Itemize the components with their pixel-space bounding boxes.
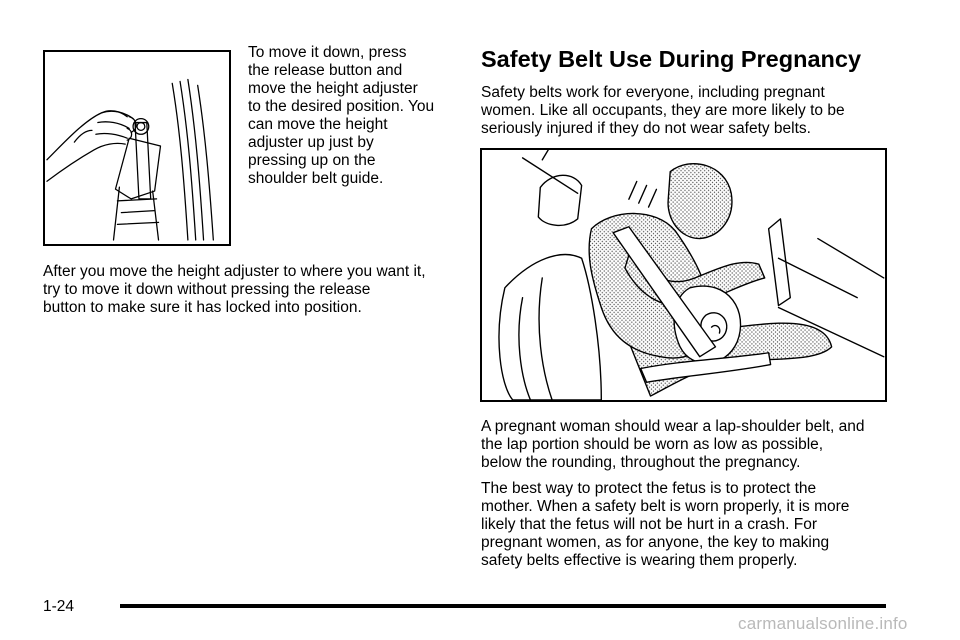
height-adjuster-drawing (45, 52, 229, 244)
pregnancy-paragraph-3: The best way to protect the fetus is to protect the mother. When a safety belt is worn properly, it is more likely that the fetus will not be hurt in a crash. For pregnant women, as for anyone, the key to making safety belts effective is wearing them properly. (481, 480, 850, 569)
pregnant-occupant-illustration (480, 148, 887, 402)
pregnant-occupant-drawing (482, 150, 885, 400)
pregnancy-paragraph-1: Safety belts work for everyone, including pregnant women. Like all occupants, they are more likely to be seriously injured if they do not wear safety belts. (481, 84, 845, 137)
page-number: 1-24 (43, 598, 75, 615)
site-watermark: carmanualsonline.info (738, 614, 908, 633)
section-heading: Safety Belt Use During Pregnancy (481, 46, 862, 72)
pregnancy-paragraph-2: A pregnant woman should wear a lap-shoulder belt, and the lap portion should be worn as low as possible, below the rounding, throughout the pregnancy. (481, 418, 865, 471)
adjuster-lock-check-text: After you move the height adjuster to where you want it, try to move it down without pressing the release button to make sure it has locked into position. (43, 263, 426, 316)
height-adjuster-illustration (43, 50, 231, 246)
adjuster-instructions: To move it down, press the release button and move the height adjuster to the desired position. You can move the height adjuster up just by pressing up on the shoulder belt guide. (248, 44, 435, 187)
footer-rule (120, 604, 886, 608)
